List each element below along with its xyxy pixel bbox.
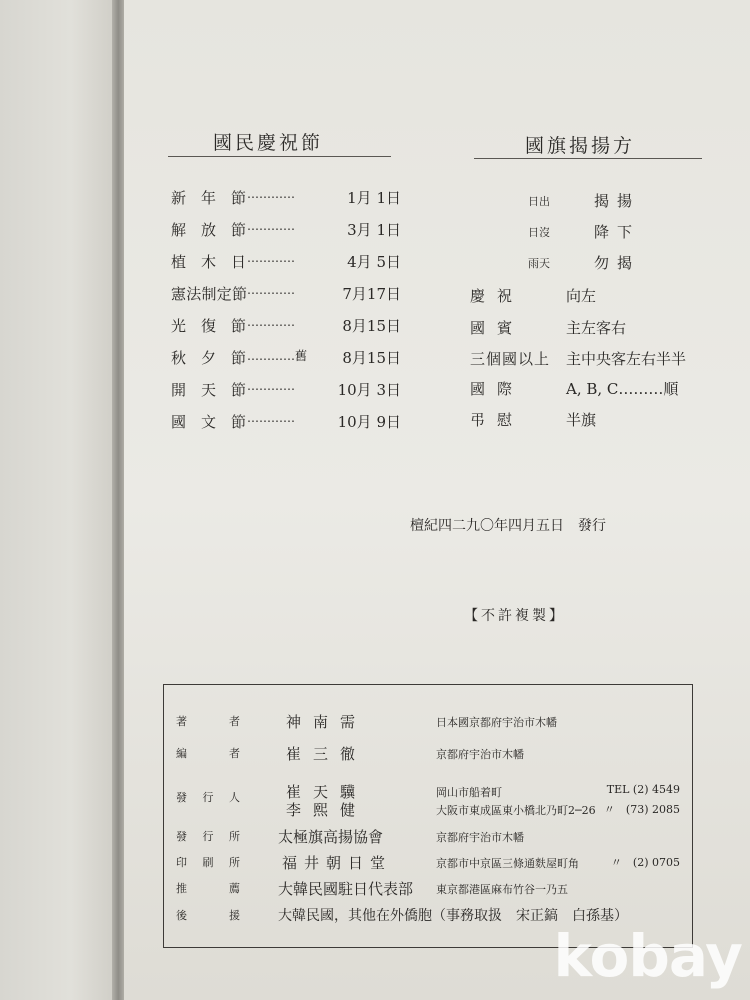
flag-method: 主中央客左右半半 xyxy=(566,350,687,368)
credit-sponsor-text: 大韓民國，其他在外僑胞（事務取扱 宋正鎬 白孫基） xyxy=(278,908,628,924)
credit-row-author xyxy=(164,711,692,731)
festival-row xyxy=(171,187,401,211)
festival-name: 解放節 xyxy=(171,221,247,239)
credit-address: 京都府宇治市木幡 xyxy=(436,748,524,761)
credit-name: 太極旗高揚協會 xyxy=(278,828,384,846)
flag-rule-row xyxy=(470,378,710,402)
festival-date: 8月15日 xyxy=(342,317,401,335)
credit-role: 發行所 xyxy=(176,830,246,843)
flag-rule-row xyxy=(470,348,710,372)
festival-row xyxy=(171,251,401,275)
credit-name: 神南需 xyxy=(286,713,368,731)
copyright-notice: 【不許複製】 xyxy=(464,608,566,624)
festivals-title: 國民慶祝節 xyxy=(213,132,324,154)
credit-name: 福井朝日堂 xyxy=(282,854,393,872)
festival-leader-dots: ………… xyxy=(247,187,295,201)
flag-rule-row xyxy=(470,409,710,433)
festival-name: 光復節 xyxy=(171,317,247,335)
flag-method: A, B, C………順 xyxy=(566,380,679,398)
festival-name: 憲法制定節 xyxy=(171,285,247,303)
flag-method: 揭揚 xyxy=(594,192,641,210)
flag-title-rule xyxy=(474,158,702,159)
credit-telephone: TEL (2) 4549 xyxy=(606,783,680,796)
credit-name: 李熙健 xyxy=(286,801,368,819)
credit-name: 崔天驥 xyxy=(286,783,368,801)
flag-condition: 日出 xyxy=(528,195,550,208)
credit-address: 京都市中京區三條通麩屋町角 xyxy=(436,857,579,870)
credit-name: 大韓民國駐日代表部 xyxy=(278,880,414,898)
flag-condition: 三個國以上 xyxy=(470,350,551,368)
festival-row xyxy=(171,379,401,403)
festival-leader-dots: ………… xyxy=(247,411,295,425)
credit-name: 崔三徹 xyxy=(286,745,368,763)
festival-row xyxy=(171,283,401,307)
festival-leader-dots: …………舊 xyxy=(247,349,308,363)
flag-method: 半旗 xyxy=(566,411,597,429)
festival-leader-dots: ………… xyxy=(247,251,295,265)
festival-date: 10月 9日 xyxy=(337,413,401,431)
credit-role: 印刷所 xyxy=(176,856,246,869)
credit-row-recommended xyxy=(164,878,692,898)
festival-leader-dots: ………… xyxy=(247,315,295,329)
credit-row-publisher xyxy=(164,781,692,804)
festival-leader-dots: ………… xyxy=(247,379,295,393)
flag-condition: 弔慰 xyxy=(470,411,525,429)
credit-address: 大阪市東成區東小橋北乃町2─26 xyxy=(436,804,596,817)
flag-condition: 慶祝 xyxy=(470,287,525,305)
flag-condition: 國際 xyxy=(470,380,525,398)
festival-date: 7月17日 xyxy=(342,285,401,303)
flag-method: 勿揭 xyxy=(594,254,641,272)
credit-row-publisher xyxy=(164,799,692,819)
festival-row xyxy=(171,315,401,339)
credit-row-printer xyxy=(164,852,692,872)
imprint-box xyxy=(163,684,693,948)
credit-address: 京都府宇治市木幡 xyxy=(436,831,524,844)
festival-name: 國文節 xyxy=(171,413,247,431)
festival-name: 秋夕節 xyxy=(171,349,247,367)
credit-address: 日本國京都府宇治市木幡 xyxy=(436,716,557,729)
flag-rule-row xyxy=(470,285,710,309)
credit-role: 後援 xyxy=(176,909,246,922)
flag-rule-row xyxy=(470,190,710,214)
watermark-logo: kobay xyxy=(553,922,742,990)
festival-row xyxy=(171,347,401,371)
festival-date: 3月 1日 xyxy=(347,221,401,239)
flag-method: 降下 xyxy=(594,223,641,241)
flag-rule-row xyxy=(470,317,710,341)
festival-row xyxy=(171,219,401,243)
flag-rule-row xyxy=(470,221,710,245)
credit-role: 編者 xyxy=(176,747,246,760)
festival-date: 8月15日 xyxy=(342,349,401,367)
festival-name: 植木日 xyxy=(171,253,247,271)
left-page xyxy=(0,0,118,1000)
credit-role: 推薦 xyxy=(176,882,246,895)
festival-date: 1月 1日 xyxy=(347,189,401,207)
credit-telephone: 〃 (2) 0705 xyxy=(610,856,680,869)
festival-date: 4月 5日 xyxy=(347,253,401,271)
festivals-title-rule xyxy=(168,156,391,157)
festival-name: 開天節 xyxy=(171,381,247,399)
credit-telephone: 〃 (73) 2085 xyxy=(603,803,680,816)
festival-date: 10月 3日 xyxy=(337,381,401,399)
credit-row-editor xyxy=(164,743,692,763)
flag-condition: 日沒 xyxy=(528,226,550,239)
festival-leader-dots: ………… xyxy=(247,283,295,297)
flag-method: 主左客右 xyxy=(566,319,627,337)
credit-address: 東京都港區麻布竹谷一乃五 xyxy=(436,883,568,896)
festival-name: 新年節 xyxy=(171,189,247,207)
credit-role: 發行人 xyxy=(176,791,246,804)
flag-condition: 雨天 xyxy=(528,257,550,270)
credit-role: 著者 xyxy=(176,715,246,728)
flag-condition: 國賓 xyxy=(470,319,525,337)
publication-date: 檀紀四二九〇年四月五日 發行 xyxy=(410,518,606,534)
credit-row-publishing-house xyxy=(164,826,692,846)
festival-leader-dots: ………… xyxy=(247,219,295,233)
flag-rule-row xyxy=(470,252,710,276)
flag-method: 向左 xyxy=(566,287,597,305)
festival-row xyxy=(171,411,401,435)
flag-title: 國旗揭揚方 xyxy=(525,135,636,157)
credit-address: 岡山市船着町 xyxy=(436,786,502,799)
